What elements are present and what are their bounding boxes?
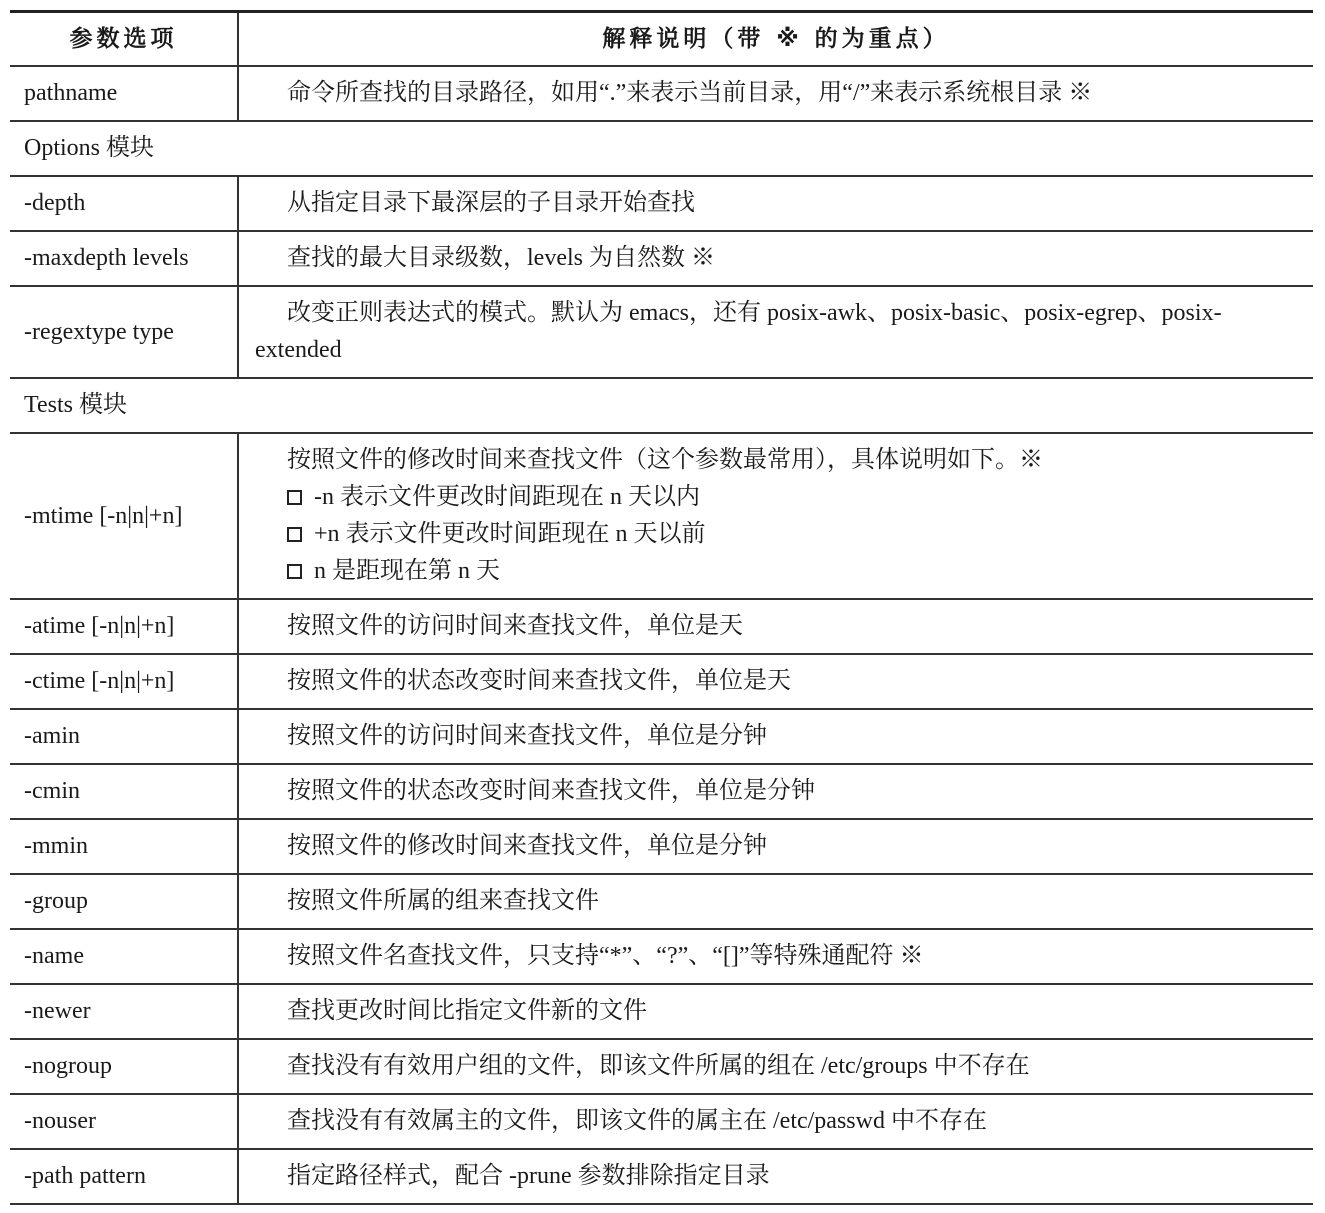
param-cell: -group	[10, 874, 238, 929]
param-cell: -newer	[10, 984, 238, 1039]
param-cell: -ctime [-n|n|+n]	[10, 654, 238, 709]
bullet-item: -n 表示文件更改时间距现在 n 天以内	[255, 479, 1307, 516]
param-cell: -atime [-n|n|+n]	[10, 599, 238, 654]
table-header-row	[10, 12, 1313, 67]
table-row	[10, 1149, 1313, 1204]
desc-cell: 查找没有有效用户组的文件，即该文件所属的组在 /etc/groups 中不存在	[238, 1039, 1313, 1094]
param-cell: -name	[10, 929, 238, 984]
table-row	[10, 231, 1313, 286]
desc-cell: 从指定目录下最深层的子目录开始查找	[238, 176, 1313, 231]
table-row	[10, 984, 1313, 1039]
desc-cell: 查找没有有效属主的文件，即该文件的属主在 /etc/passwd 中不存在	[238, 1094, 1313, 1149]
bullet-item: n 是距现在第 n 天	[255, 553, 1307, 590]
bullet-item: +n 表示文件更改时间距现在 n 天以前	[255, 516, 1307, 553]
table-row	[10, 929, 1313, 984]
param-cell: -mmin	[10, 819, 238, 874]
section-label: Tests 模块	[10, 378, 1313, 433]
desc-cell: 按照文件的访问时间来查找文件，单位是天	[238, 599, 1313, 654]
param-cell: -path pattern	[10, 1149, 238, 1204]
checkbox-square-icon	[287, 564, 302, 579]
checkbox-square-icon	[287, 527, 302, 542]
section-row	[10, 378, 1313, 433]
table-row	[10, 599, 1313, 654]
checkbox-square-icon	[287, 490, 302, 505]
table-row	[10, 654, 1313, 709]
param-cell: -cmin	[10, 764, 238, 819]
desc-cell: 按照文件的修改时间来查找文件，单位是分钟	[238, 819, 1313, 874]
param-cell: -depth	[10, 176, 238, 231]
desc-cell: 按照文件所属的组来查找文件	[238, 874, 1313, 929]
table-row	[10, 66, 1313, 121]
header-param-option: 参数选项	[10, 12, 238, 67]
param-cell: -maxdepth levels	[10, 231, 238, 286]
param-cell: pathname	[10, 66, 238, 121]
table-row	[10, 1039, 1313, 1094]
table-row	[10, 709, 1313, 764]
desc-cell: 按照文件的状态改变时间来查找文件，单位是分钟	[238, 764, 1313, 819]
desc-cell: 指定路径样式，配合 -prune 参数排除指定目录	[238, 1149, 1313, 1204]
desc-cell: 按照文件的访问时间来查找文件，单位是分钟	[238, 709, 1313, 764]
table-row	[10, 433, 1313, 599]
section-label: Options 模块	[10, 121, 1313, 176]
find-parameters-table	[10, 10, 1313, 1205]
param-cell: -amin	[10, 709, 238, 764]
desc-cell: 按照文件名查找文件，只支持“*”、“?”、“[]”等特殊通配符 ※	[238, 929, 1313, 984]
table-row	[10, 819, 1313, 874]
table-row	[10, 176, 1313, 231]
desc-cell: 改变正则表达式的模式。默认为 emacs，还有 posix-awk、posix-basic、posix-egrep、posix-extended	[238, 286, 1313, 378]
param-cell: -mtime [-n|n|+n]	[10, 433, 238, 599]
desc-cell: 命令所查找的目录路径，如用“.”来表示当前目录，用“/”来表示系统根目录 ※	[238, 66, 1313, 121]
header-description: 解释说明（带 ※ 的为重点）	[238, 12, 1313, 67]
desc-cell: 按照文件的状态改变时间来查找文件，单位是天	[238, 654, 1313, 709]
table-row	[10, 286, 1313, 378]
param-cell: -nogroup	[10, 1039, 238, 1094]
table-row	[10, 764, 1313, 819]
desc-cell: 查找更改时间比指定文件新的文件	[238, 984, 1313, 1039]
section-row	[10, 121, 1313, 176]
table-row	[10, 1094, 1313, 1149]
param-cell: -nouser	[10, 1094, 238, 1149]
desc-cell: 按照文件的修改时间来查找文件（这个参数最常用），具体说明如下。※ -n 表示文件更改时间距现在 n 天以内 +n 表示文件更改时间距现在 n 天以前 n 是距现在第 n 天	[238, 433, 1313, 599]
param-cell: -regextype type	[10, 286, 238, 378]
desc-cell: 查找的最大目录级数，levels 为自然数 ※	[238, 231, 1313, 286]
table-row	[10, 874, 1313, 929]
